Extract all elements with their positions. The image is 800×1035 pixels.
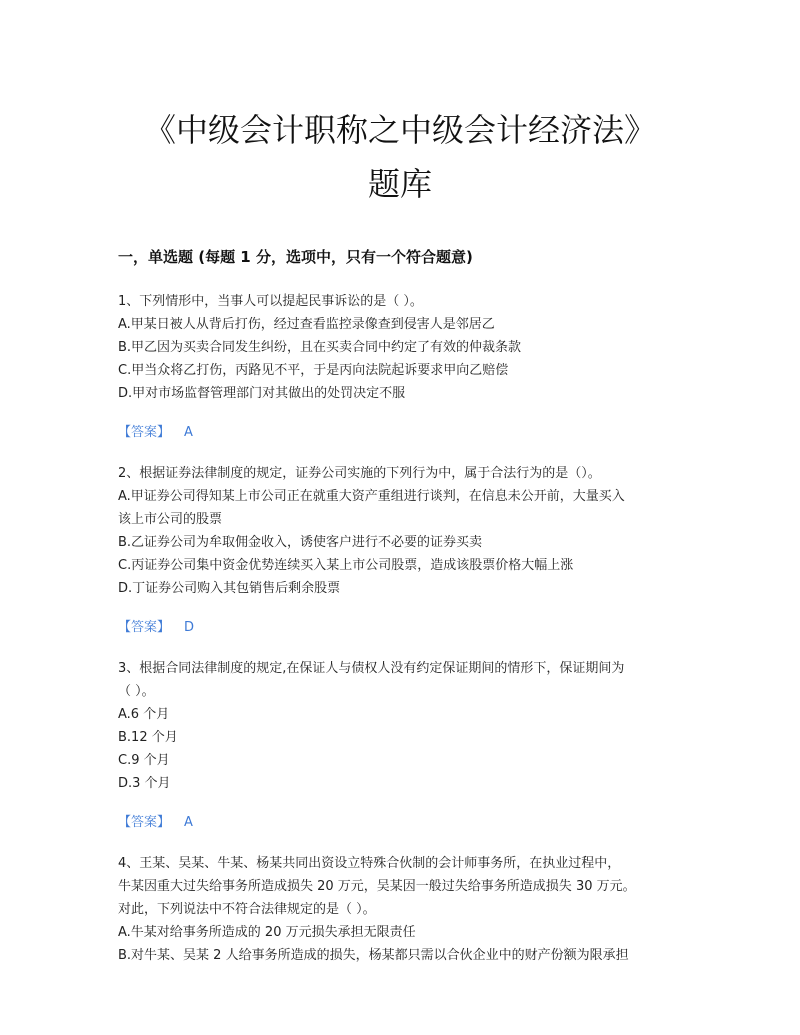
option-a-continued: 该上市公司的股票 [118, 512, 223, 527]
option-d: D.甲对市场监督管理部门对其做出的处罚决定不服 [118, 386, 406, 401]
answer-label: 【答案】 [118, 620, 171, 635]
answer-value: A [184, 815, 193, 830]
option-b: B.12 个月 [118, 730, 178, 745]
answer-value: D [184, 620, 195, 635]
answer-line [118, 417, 688, 444]
answer-line [118, 612, 688, 639]
document-title-line1: 《中级会计职称之中级会计经济法》 [143, 111, 656, 149]
option-d: D.丁证券公司购入其包销售后剩余股票 [118, 581, 341, 596]
question-stem-continued: （ ）。 [118, 684, 155, 699]
option-c: C.丙证券公司集中资金优势连续买入某上市公司股票，造成该股票价格大幅上涨 [118, 558, 574, 573]
question-stem: 4、王某、吴某、牛某、杨某共同出资设立特殊合伙制的会计师事务所，在执业过程中， [118, 856, 621, 871]
section-heading: 一，单选题 (每题 1 分，选项中，只有一个符合题意) [118, 248, 473, 266]
option-b: B.乙证券公司为牟取佣金收入，诱使客户进行不必要的证券买卖 [118, 535, 483, 550]
option-c: C.甲当众将乙打伤，丙路见不平，于是丙向法院起诉要求甲向乙赔偿 [118, 363, 509, 378]
option-a: A.6 个月 [118, 707, 170, 722]
option-a: A.甲证券公司得知某上市公司正在就重大资产重组进行谈判，在信息未公开前，大量买入 [118, 489, 625, 504]
question-stem: 2、根据证券法律制度的规定，证券公司实施的下列行为中，属于合法行为的是（）。 [118, 466, 601, 481]
option-b: B.对牛某、吴某 2 人给事务所造成的损失，杨某都只需以合伙企业中的财产份额为限承担 [118, 948, 629, 963]
question-stem-continued: 牛某因重大过失给事务所造成损失 20 万元，吴某因一般过失给事务所造成损失 30 万元。 [118, 879, 636, 894]
option-c: C.9 个月 [118, 753, 170, 768]
option-d: D.3 个月 [118, 776, 171, 791]
question-stem: 1、下列情形中，当事人可以提起民事诉讼的是（ ）。 [118, 294, 423, 309]
question-stem: 3、根据合同法律制度的规定,在保证人与债权人没有约定保证期间的情形下，保证期间为 [118, 661, 625, 676]
answer-value: A [184, 425, 193, 440]
option-b: B.甲乙因为买卖合同发生纠纷，且在买卖合同中约定了有效的仲裁条款 [118, 340, 522, 355]
answer-line [118, 807, 688, 834]
answer-label: 【答案】 [118, 425, 171, 440]
document-title-line2: 题库 [367, 165, 432, 203]
question-stem-continued: 对此，下列说法中不符合法律规定的是（ ）。 [118, 902, 376, 917]
question-item [118, 290, 688, 405]
question-item [118, 852, 688, 967]
option-a: A.牛某对给事务所造成的 20 万元损失承担无限责任 [118, 925, 416, 940]
answer-label: 【答案】 [118, 815, 171, 830]
question-item [118, 657, 688, 795]
question-list [118, 290, 688, 979]
option-a: A.甲某日被人从背后打伤，经过查看监控录像查到侵害人是邻居乙 [118, 317, 495, 332]
question-item [118, 462, 688, 600]
